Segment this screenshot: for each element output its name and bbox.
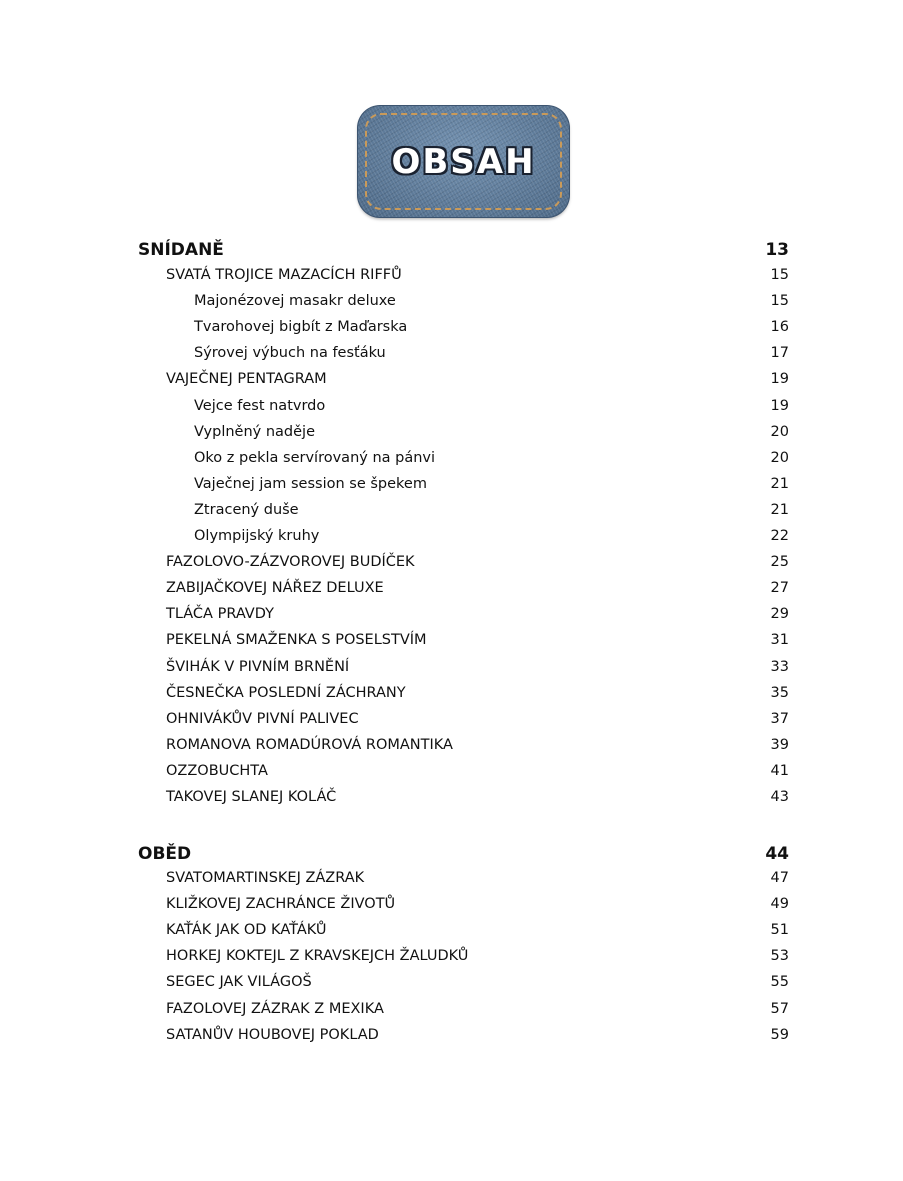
- entry-title: Ztracený duše: [194, 501, 299, 518]
- toc-entry: [166, 659, 789, 675]
- entry-page-number: 29: [770, 606, 789, 623]
- toc-entry: [166, 974, 789, 990]
- entry-title: Tvarohovej bigbít z Maďarska: [194, 319, 408, 336]
- entry-title: SVATÁ TROJICE MAZACÍCH RIFFŮ: [166, 267, 402, 283]
- entry-page-number: 51: [770, 922, 789, 939]
- toc-entry: [166, 371, 789, 387]
- entry-page-number: 15: [770, 267, 789, 283]
- entry-page-number: 19: [770, 397, 789, 414]
- entry-title: TAKOVEJ SLANEJ KOLÁČ: [166, 789, 337, 805]
- toc-entry: [194, 398, 789, 414]
- section-page-number: 44: [765, 844, 789, 864]
- entry-title: ZABIJAČKOVEJ NÁŘEZ DELUXE: [166, 580, 384, 597]
- entry-title: FAZOLOVEJ ZÁZRAK Z MEXIKA: [166, 1000, 384, 1017]
- toc-entry: [194, 528, 789, 544]
- toc-entry: [166, 1001, 789, 1017]
- section-title: OBĚD: [138, 844, 192, 864]
- toc-entry: [166, 948, 789, 964]
- toc-entry: [194, 476, 789, 492]
- entry-title: OHNIVÁKŮV PIVNÍ PALIVEC: [166, 710, 359, 727]
- entry-page-number: 21: [770, 501, 789, 518]
- entry-title: SEGEC JAK VILÁGOŠ: [166, 974, 312, 991]
- entry-page-number: 43: [770, 789, 789, 805]
- toc-entry: [194, 293, 789, 309]
- toc-entry: [194, 319, 789, 335]
- entry-page-number: 20: [770, 423, 789, 440]
- toc-entry: [194, 502, 789, 518]
- entry-title: TLÁČA PRAVDY: [166, 606, 274, 623]
- entry-page-number: 53: [770, 948, 789, 965]
- section-title: SNÍDANĚ: [138, 240, 224, 260]
- entry-title: KAŤÁK JAK OD KAŤÁKŮ: [166, 922, 327, 939]
- entry-title: Olympijský kruhy: [194, 528, 320, 544]
- entry-title: Vyplněný naděje: [194, 423, 315, 440]
- entry-title: SATANŮV HOUBOVEJ POKLAD: [166, 1026, 379, 1043]
- toc-entry: [194, 345, 789, 361]
- entry-page-number: 27: [770, 580, 789, 597]
- entry-title: Majonézovej masakr deluxe: [194, 293, 396, 310]
- entry-title: Oko z pekla servírovaný na pánvi: [194, 449, 436, 466]
- toc-entry: [166, 632, 789, 648]
- entry-page-number: 16: [770, 319, 789, 336]
- page-title: OBSAH: [391, 141, 536, 182]
- entry-title: Sýrovej výbuch na fesťáku: [194, 345, 386, 362]
- toc-entry: [166, 554, 789, 570]
- entry-title: ROMANOVA ROMADÚROVÁ ROMANTIKA: [166, 736, 453, 753]
- entry-page-number: 20: [770, 449, 789, 466]
- entry-page-number: 59: [770, 1026, 789, 1043]
- entry-page-number: 15: [770, 293, 789, 310]
- entry-page-number: 33: [770, 658, 789, 675]
- entry-page-number: 17: [770, 345, 789, 362]
- entry-page-number: 39: [770, 736, 789, 753]
- toc-entry: [166, 896, 789, 912]
- toc-entry: [166, 1027, 789, 1043]
- entry-page-number: 37: [770, 710, 789, 727]
- toc-entry: [166, 763, 789, 779]
- entry-title: FAZOLOVO-ZÁZVOROVEJ BUDÍČEK: [166, 554, 415, 571]
- entry-title: HORKEJ KOKTEJL Z KRAVSKEJCH ŽALUDKŮ: [166, 948, 469, 965]
- entry-title: PEKELNÁ SMAŽENKA S POSELSTVÍM: [166, 632, 427, 649]
- entry-title: VAJEČNEJ PENTAGRAM: [166, 371, 327, 388]
- toc-entry: [194, 424, 789, 440]
- toc-entry: [166, 606, 789, 622]
- entry-page-number: 31: [770, 632, 789, 649]
- entry-title: KLIŽKOVEJ ZACHRÁNCE ŽIVOTŮ: [166, 896, 396, 913]
- toc-entry: [166, 789, 789, 805]
- entry-page-number: 22: [770, 528, 789, 544]
- entry-page-number: 19: [770, 371, 789, 388]
- entry-title: Vaječnej jam session se špekem: [194, 475, 427, 492]
- entry-page-number: 25: [770, 554, 789, 571]
- entry-page-number: 55: [770, 974, 789, 991]
- toc-entry: [166, 685, 789, 701]
- entry-page-number: 35: [770, 684, 789, 701]
- toc-entry: [166, 580, 789, 596]
- toc-entry: [194, 450, 789, 466]
- toc-entry: [166, 267, 789, 283]
- section-page-number: 13: [765, 240, 789, 260]
- toc-entry: [166, 922, 789, 938]
- entry-title: ŠVIHÁK V PIVNÍM BRNĚNÍ: [166, 658, 350, 675]
- entry-title: SVATOMARTINSKEJ ZÁZRAK: [166, 870, 365, 886]
- entry-title: OZZOBUCHTA: [166, 762, 268, 779]
- obsah-badge: [358, 106, 569, 217]
- toc-entry: [166, 870, 789, 886]
- entry-title: ČESNEČKA POSLEDNÍ ZÁCHRANY: [166, 684, 406, 701]
- toc-entry: [166, 737, 789, 753]
- toc-section: [138, 844, 789, 864]
- toc-section: [138, 240, 789, 260]
- entry-page-number: 41: [770, 762, 789, 779]
- toc-entry: [166, 711, 789, 727]
- entry-page-number: 57: [770, 1000, 789, 1017]
- entry-page-number: 47: [770, 870, 789, 886]
- entry-title: Vejce fest natvrdo: [194, 397, 326, 414]
- entry-page-number: 21: [770, 475, 789, 492]
- entry-page-number: 49: [770, 896, 789, 913]
